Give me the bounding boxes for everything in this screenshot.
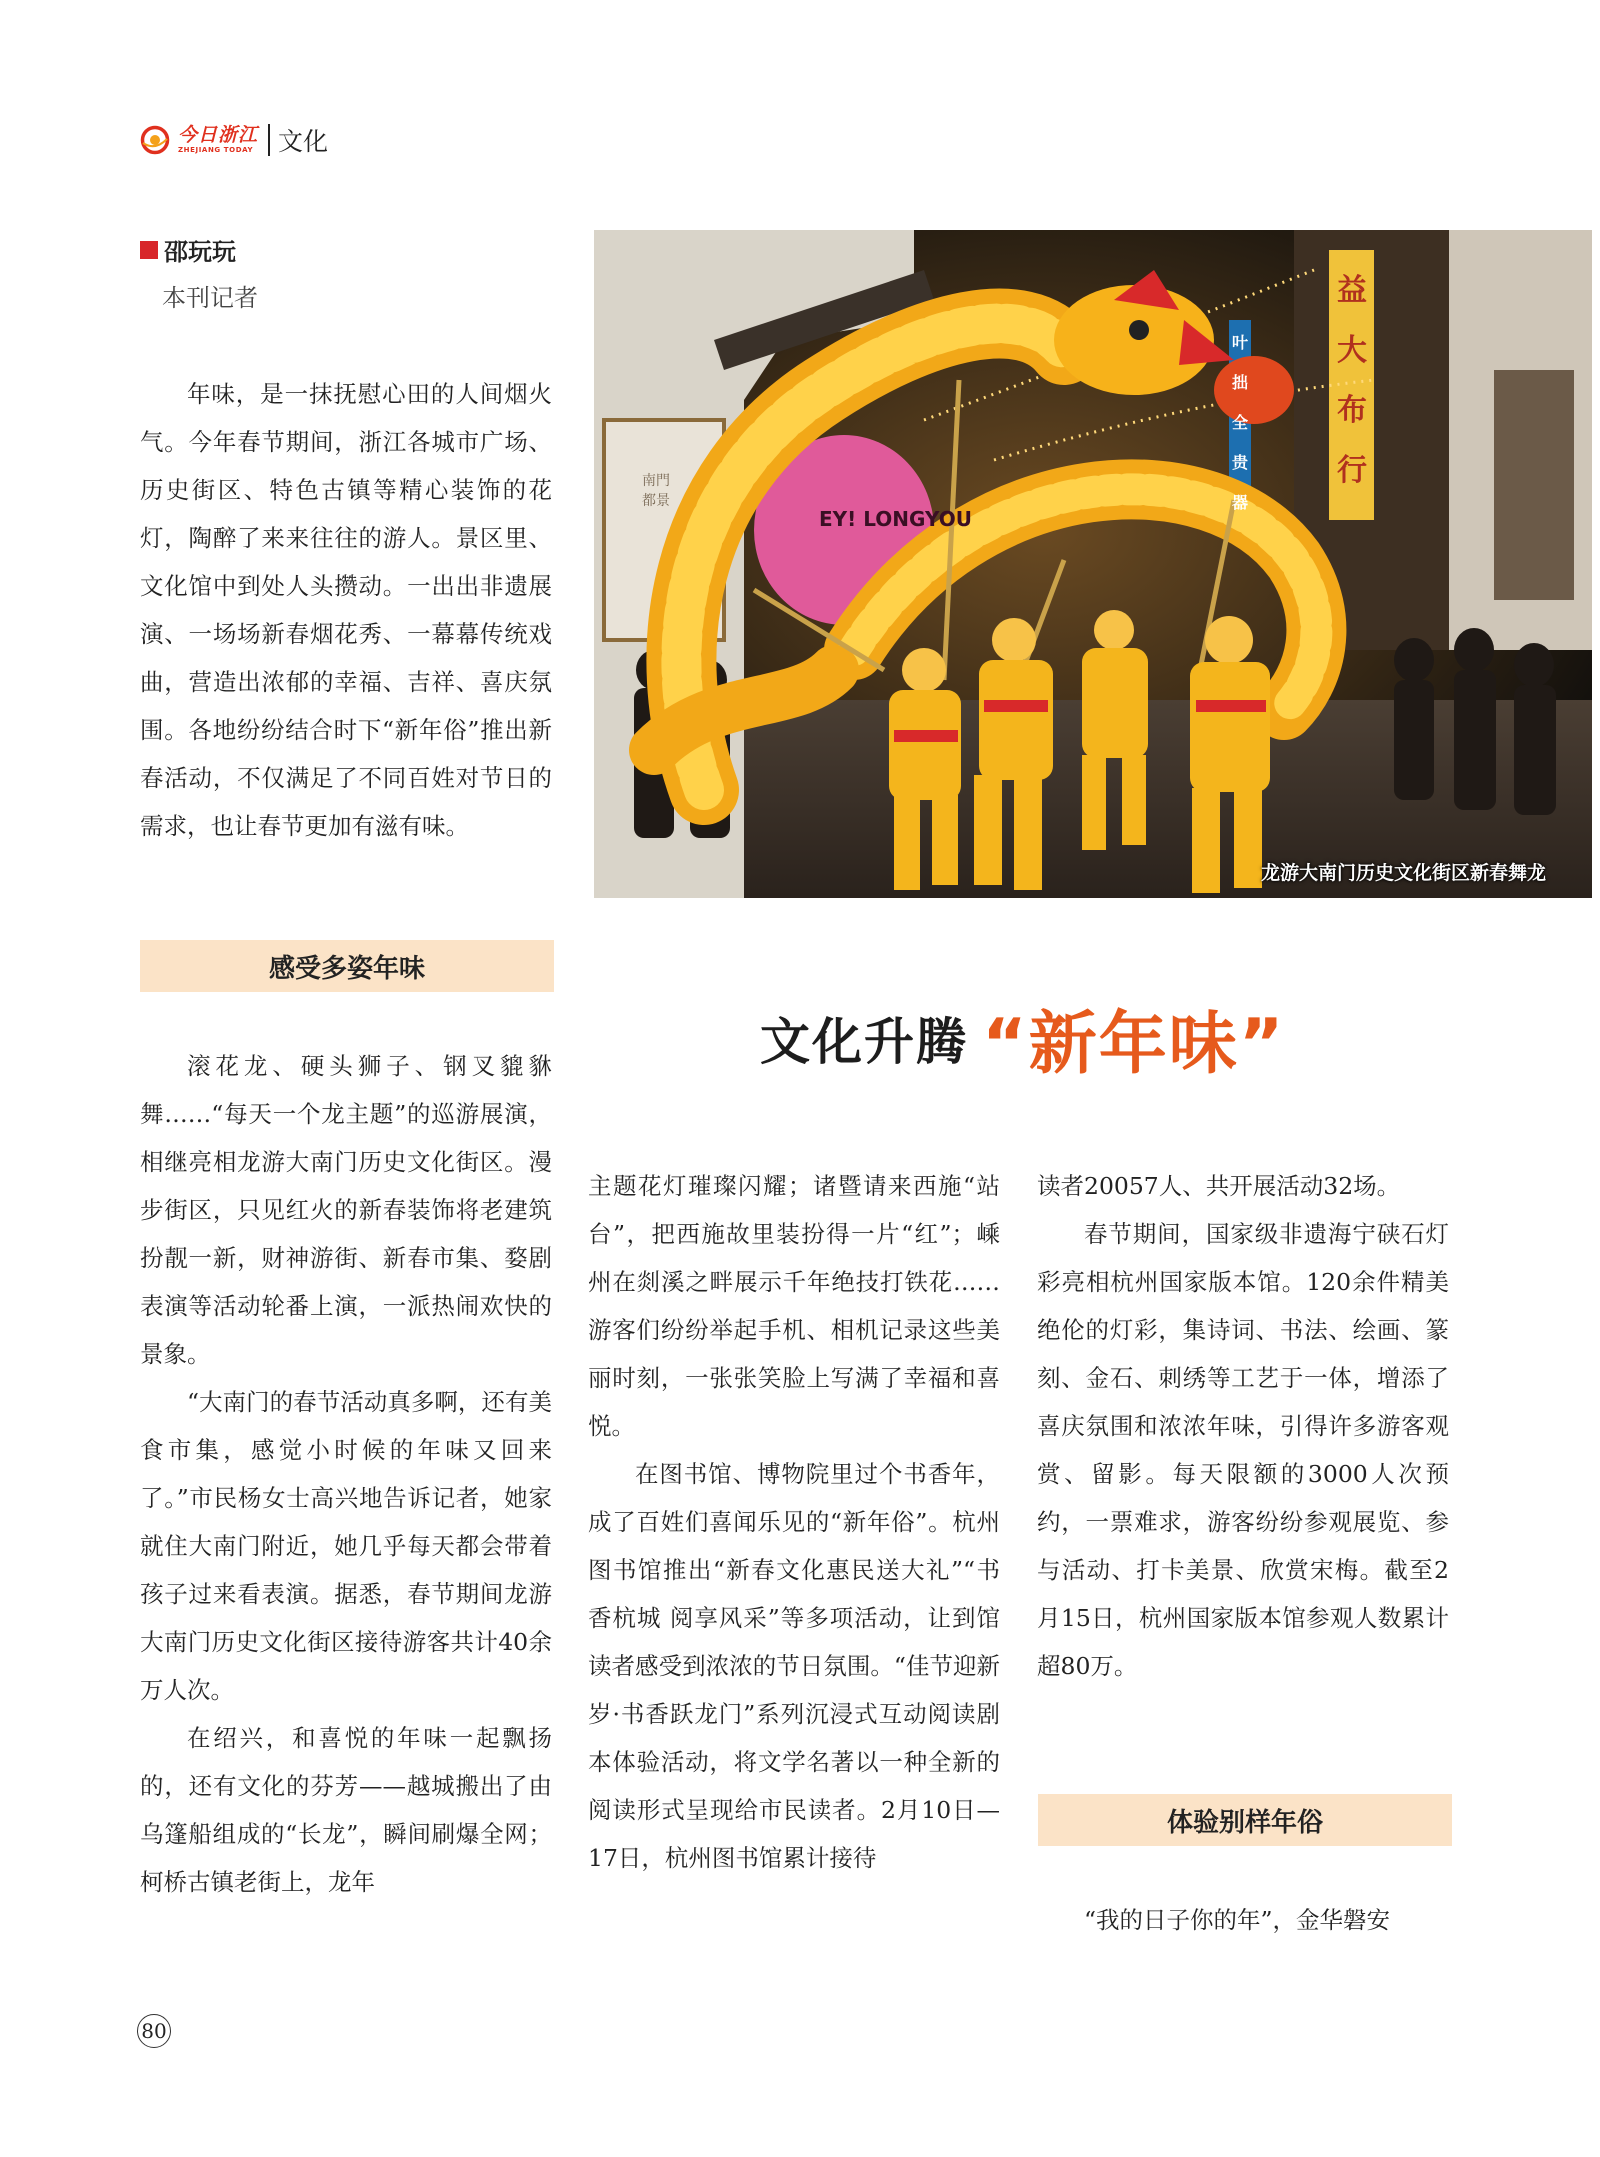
paragraph: 主题花灯璀璨闪耀；诸暨请来西施“站台”，把西施故里装扮得一片“红”；嵊州在剡溪之畔展示千年绝技打铁花……游客们纷纷举起手机、相机记录这些美丽时刻，一张张笑脸上写满了幸福和喜悦。 [588,1172,1000,1440]
vertical-sign-char-4: 行 [1337,453,1367,488]
logo-chinese: 今日浙江 [178,124,259,146]
subhead-experience-customs: 体验别样年俗 [1038,1794,1452,1846]
column-2-body [588,1162,1000,1882]
article-headline [760,998,1286,1084]
paragraph: 在图书馆、博物院里过个书香年，成了百姓们喜闻乐见的“新年俗”。杭州图书馆推出“新春文化惠民送大礼”“书香杭城 阅享风采”等多项活动，让到馆读者感受到浓浓的节日氛围。“佳节迎新岁·书香跃龙门”系列沉浸式互动阅读剧本体验活动，将文学名著以一种全新的阅读形式呈现给市民读者。2月10日—17日，杭州图书馆累计接待 [588,1460,1000,1872]
blue-shop-sign: 叶 拙 全 贵 器 [1232,333,1249,512]
zhejiang-today-logo-icon [140,125,170,155]
paragraph: “我的日子你的年”，金华磐安 [1084,1906,1391,1934]
column-1-body [140,1042,552,1906]
author-name: 邵玩玩 [164,238,236,266]
column-1-intro [140,370,552,850]
paragraph: 读者20057人、共开展活动32场。 [1037,1172,1401,1200]
page-number: 80 [137,2014,171,2048]
column-3-body [1037,1162,1449,1690]
headline-accent: “新年味” [982,1004,1286,1084]
headline-main: 文化升腾 [760,1012,968,1071]
byline-marker-icon [140,241,158,259]
logo-english: ZHEJIANG TODAY [178,146,254,154]
column-3-tail [1037,1896,1449,1944]
vertical-sign-char-3: 布 [1337,393,1367,428]
lantern-shop-sign: 南門 都景 [642,473,670,509]
intro-paragraph: 年味，是一抹抚慰心田的人间烟火气。今年春节期间，浙江各城市广场、历史街区、特色古镇等精心装饰的花灯，陶醉了来来往往的游人。景区里、文化馆中到处人头攒动。一出出非遗展演、一场场新春烟花秀、一幕幕传统戏曲，营造出浓郁的幸福、吉祥、喜庆氛围。各地纷纷结合时下“新年俗”推出新春活动，不仅满足了不同百姓对节日的需求，也让春节更加有滋有味。 [140,380,552,840]
photo-caption: 龙游大南门历史文化街区新春舞龙 [1260,862,1546,884]
logo-wordmark [178,126,258,154]
section-title: 文化 [278,127,329,156]
byline-author [140,232,236,267]
paragraph: 滚花龙、硬头狮子、钢叉貔貅舞……“每天一个龙主题”的巡游展演，相继亮相龙游大南门历史文化街区。漫步街区，只见红火的新春装饰将老建筑扮靓一新，财神游街、新春市集、婺剧表演等活动轮番上演，一派热闹欢快的景象。 [140,1052,552,1368]
masthead [140,120,328,160]
balloon-sign-text: EY! LONGYOU [819,507,972,531]
subhead-feel-new-year: 感受多姿年味 [140,940,554,992]
vertical-sign-char-2: 大 [1337,333,1367,368]
vertical-sign-char-1: 益 [1337,273,1367,308]
dragon-dance-photo [594,230,1592,898]
paragraph: “大南门的春节活动真多啊，还有美食市集，感觉小时候的年味又回来了。”市民杨女士高兴地告诉记者，她家就住大南门附近，她几乎每天都会带着孩子过来看表演。据悉，春节期间龙游大南门历史文化街区接待游客共计40余万人次。 [140,1388,552,1704]
header-divider [268,124,270,156]
paragraph: 在绍兴，和喜悦的年味一起飘扬的，还有文化的芬芳——越城搬出了由乌篷船组成的“长龙”，瞬间刷爆全网；柯桥古镇老街上，龙年 [140,1724,552,1896]
byline-role: 本刊记者 [162,284,258,312]
paragraph: 春节期间，国家级非遗海宁硖石灯彩亮相杭州国家版本馆。120余件精美绝伦的灯彩，集诗词、书法、绘画、篆刻、金石、刺绣等工艺于一体，增添了喜庆氛围和浓浓年味，引得许多游客观赏、留影。每天限额的3000人次预约，一票难求，游客纷纷参观展览、参与活动、打卡美景、欣赏宋梅。截至2月15日，杭州国家版本馆参观人数累计超80万。 [1037,1220,1449,1680]
